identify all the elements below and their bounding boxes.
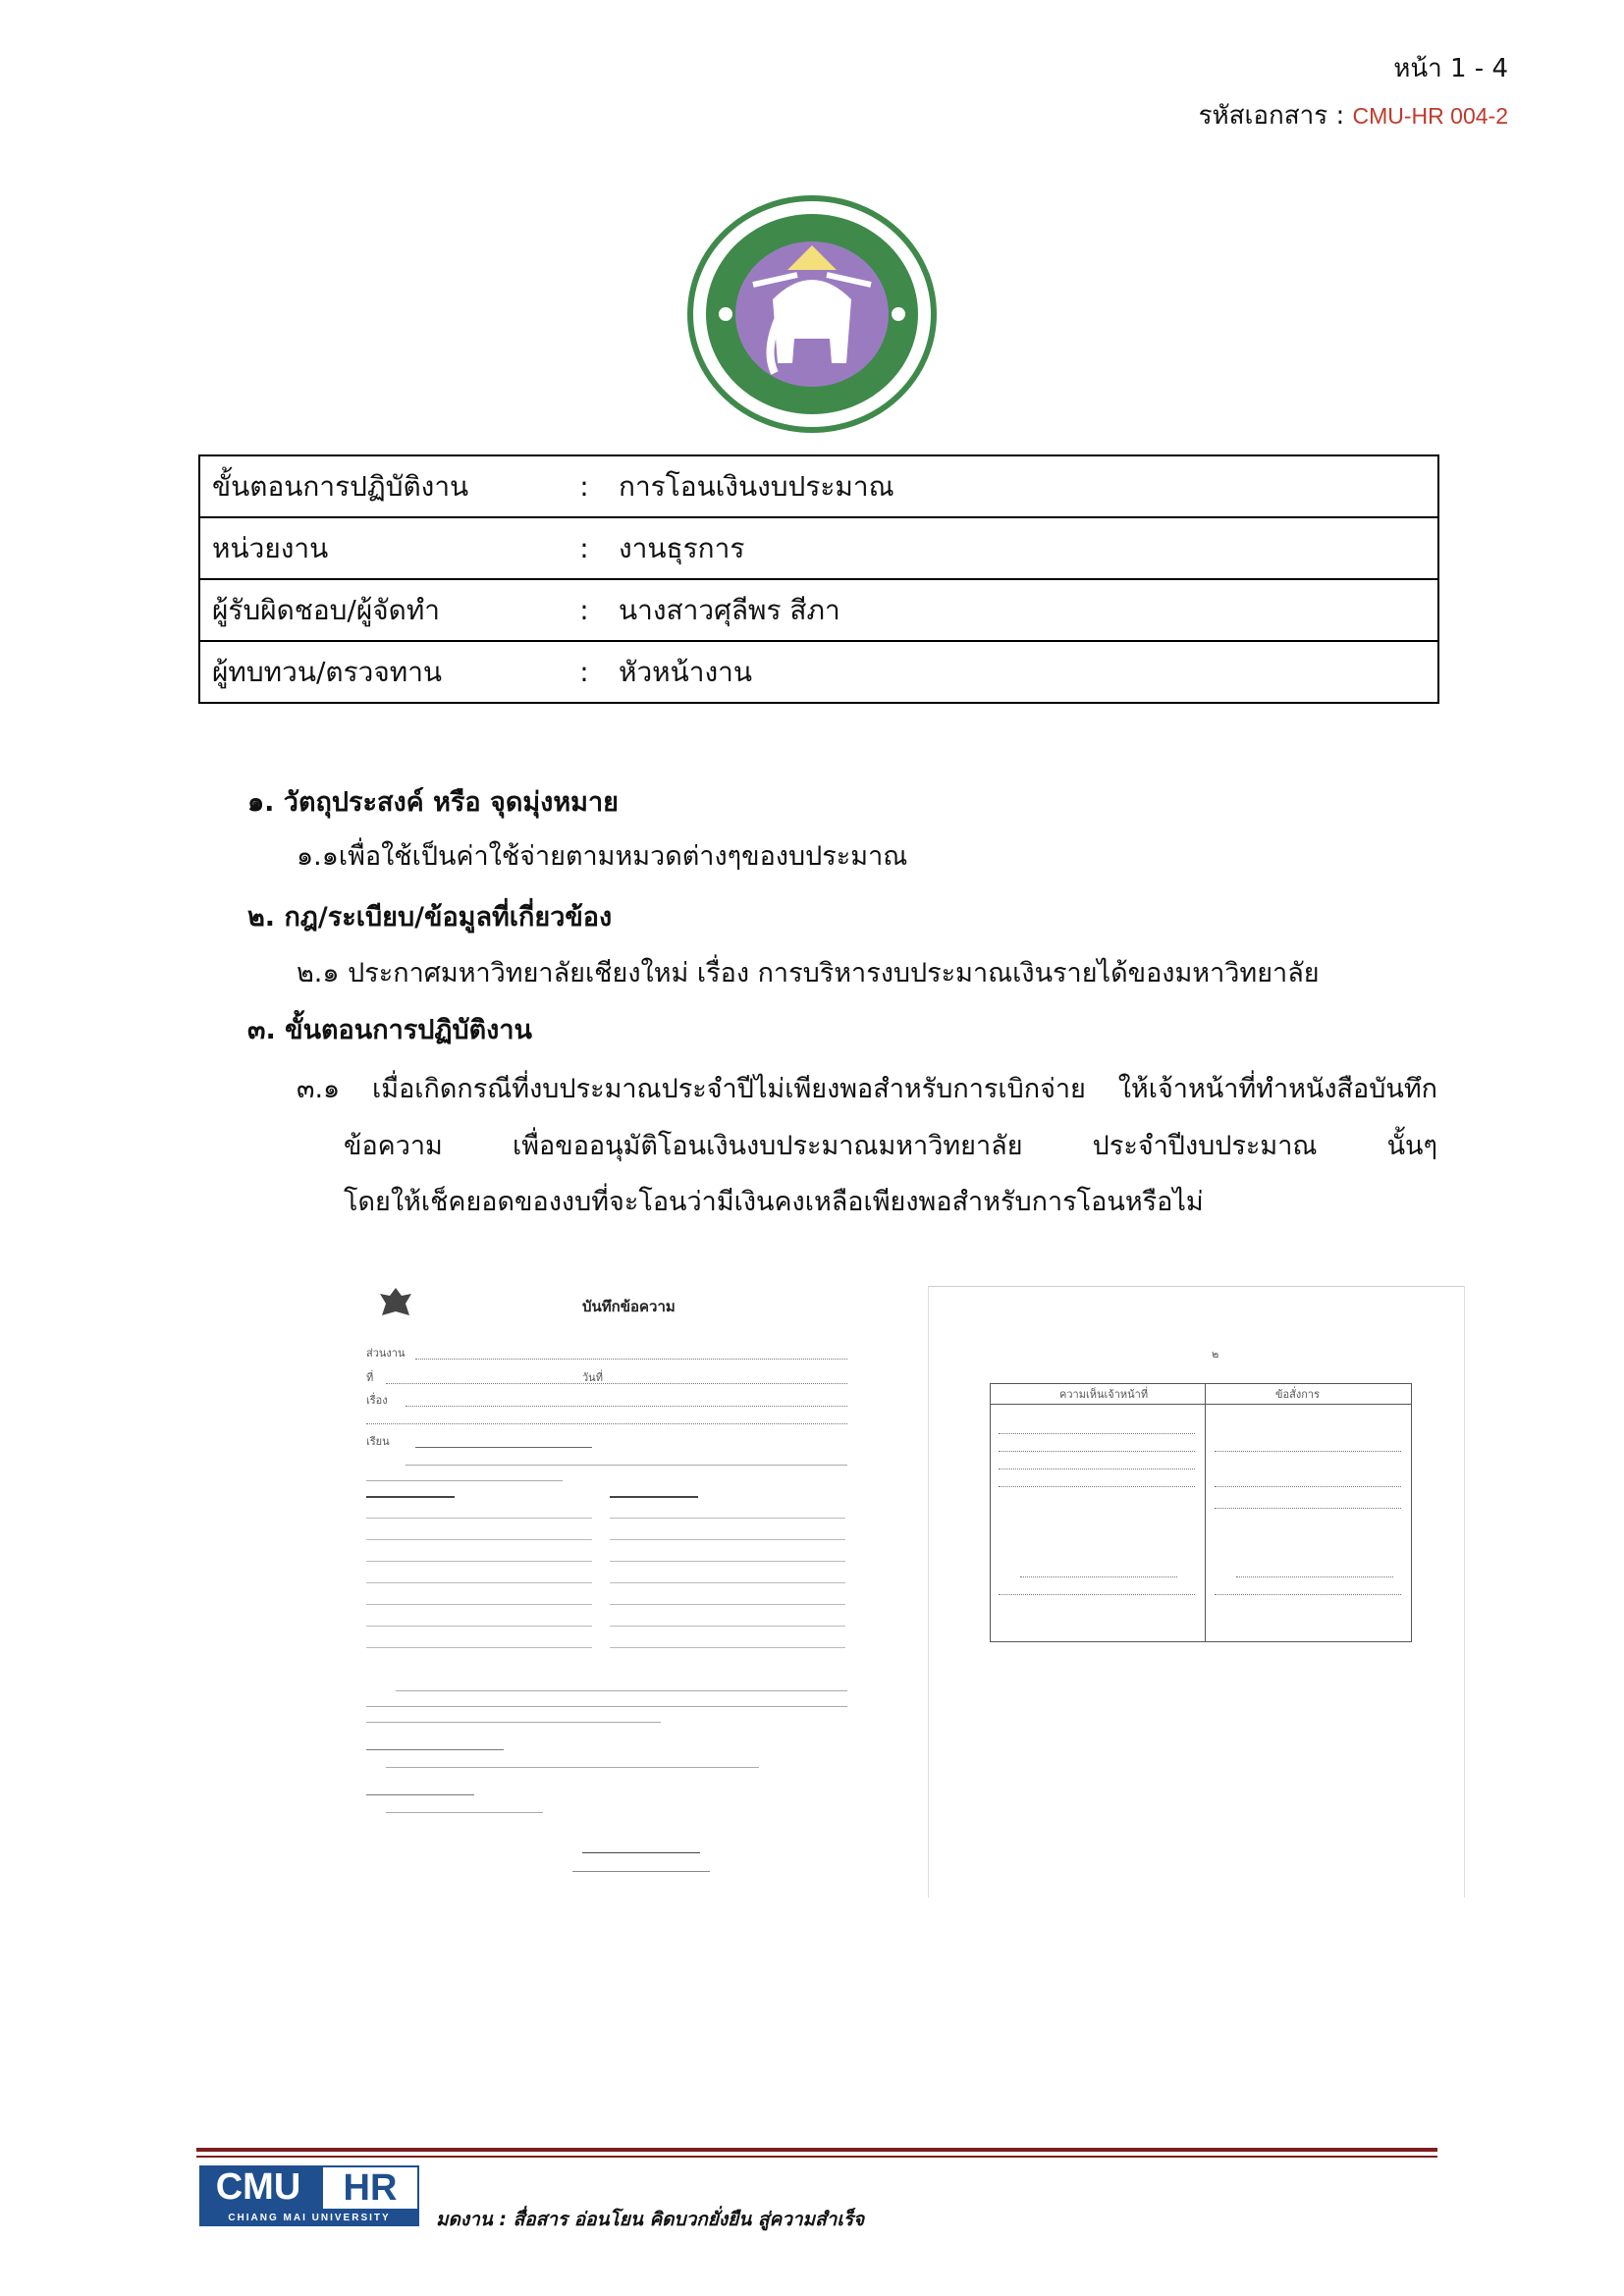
memo-col-staff-opinion: ความเห็นเจ้าหน้าที่ xyxy=(1059,1388,1149,1401)
memo-date-label: วันที่ xyxy=(582,1371,603,1384)
memo-from-budget-block xyxy=(366,1496,592,1653)
table-row xyxy=(199,641,1438,703)
memo-subject-label: เรื่อง xyxy=(366,1394,388,1407)
memo-page-2-image xyxy=(928,1286,1465,1897)
memo-agency-label: ส่วนงาน xyxy=(366,1347,406,1360)
memo-approval-table xyxy=(990,1383,1412,1642)
info-separator: : xyxy=(558,517,611,579)
info-value: หัวหน้างาน xyxy=(611,641,1438,703)
info-value: การโอนเงินงบประมาณ xyxy=(611,455,1438,517)
footer-divider xyxy=(196,2148,1437,2152)
footer-divider-thin xyxy=(196,2156,1437,2158)
table-row xyxy=(199,517,1438,579)
university-seal-logo xyxy=(684,191,940,437)
info-label: หน่วยงาน xyxy=(199,517,558,579)
section-1-1: ๑.๑เพื่อใช้เป็นค่าใช้จ่ายตามหมวดต่างๆของบประมาณ xyxy=(297,841,908,872)
memo-no-label: ที่ xyxy=(366,1371,374,1384)
document-code-label: รหัสเอกสาร : xyxy=(1198,101,1345,131)
section-3-1-line-2: ข้อความ เพื่อขออนุมัติโอนเงินงบประมาณมหาวิทยาลัย ประจำปีงบประมาณ นั้นๆ xyxy=(344,1131,1437,1161)
procedure-info-table xyxy=(198,454,1439,704)
memo-col-orders: ข้อสั่งการ xyxy=(1275,1388,1320,1401)
info-label: ผู้ทบทวน/ตรวจทาน xyxy=(199,641,558,703)
info-label: ขั้นตอนการปฏิบัติงาน xyxy=(199,455,558,517)
logo-subtitle: CHIANG MAI UNIVERSITY xyxy=(228,2213,391,2223)
document-code: CMU-HR 004-2 xyxy=(1352,103,1508,129)
section-3-1-line-1: ๓.๑ เมื่อเกิดกรณีที่งบประมาณประจำปีไม่เพียงพอสำหรับการเบิกจ่าย ให้เจ้าหน้าที่ทำหนังสือบันทึก xyxy=(297,1074,1437,1104)
section-2-title: ๒. กฎ/ระเบียบ/ข้อมูลที่เกี่ยวข้อง xyxy=(247,902,613,933)
document-code-row xyxy=(1199,92,1508,139)
info-value: นางสาวศุลีพร สีภา xyxy=(611,579,1438,641)
logo-cmu-text: CMU xyxy=(215,2166,301,2208)
memo-to-budget-block xyxy=(610,1496,845,1653)
info-value: งานธุรการ xyxy=(611,517,1438,579)
section-3-title: ๓. ขั้นตอนการปฏิบัติงาน xyxy=(247,1015,532,1045)
table-row xyxy=(199,579,1438,641)
info-separator: : xyxy=(558,641,611,703)
page-header xyxy=(1199,45,1508,139)
memo-document-image xyxy=(356,1278,867,1896)
memo-to-label: เรียน xyxy=(366,1435,390,1448)
cmu-hr-logo xyxy=(199,2165,419,2226)
section-2-1: ๒.๑ ประกาศมหาวิทยาลัยเชียงใหม่ เรื่อง การบริหารงบประมาณเงินรายได้ของมหาวิทยาลัย xyxy=(297,958,1320,988)
garuda-emblem-icon xyxy=(378,1286,413,1323)
table-row xyxy=(199,455,1438,517)
footer-slogan: มดงาน : สื่อสาร อ่อนโยน คิดบวกยั่งยืน สู่ความสำเร็จ xyxy=(436,2209,865,2230)
logo-hr-text: HR xyxy=(343,2167,398,2209)
section-1-title: ๑. วัตถุประสงค์ หรือ จุดมุ่งหมาย xyxy=(247,787,619,818)
info-separator: : xyxy=(558,579,611,641)
memo-title: บันทึกข้อความ xyxy=(582,1298,676,1315)
section-3-1-line-3: โดยให้เช็คยอดของงบที่จะโอนว่ามีเงินคงเหลือเพียงพอสำหรับการโอนหรือไม่ xyxy=(344,1187,1204,1217)
memo-page-2-number: ๒ xyxy=(1212,1348,1219,1361)
page-number: หน้า 1 - 4 xyxy=(1393,54,1508,83)
info-label: ผู้รับผิดชอบ/ผู้จัดทำ xyxy=(199,579,558,641)
info-separator: : xyxy=(558,455,611,517)
